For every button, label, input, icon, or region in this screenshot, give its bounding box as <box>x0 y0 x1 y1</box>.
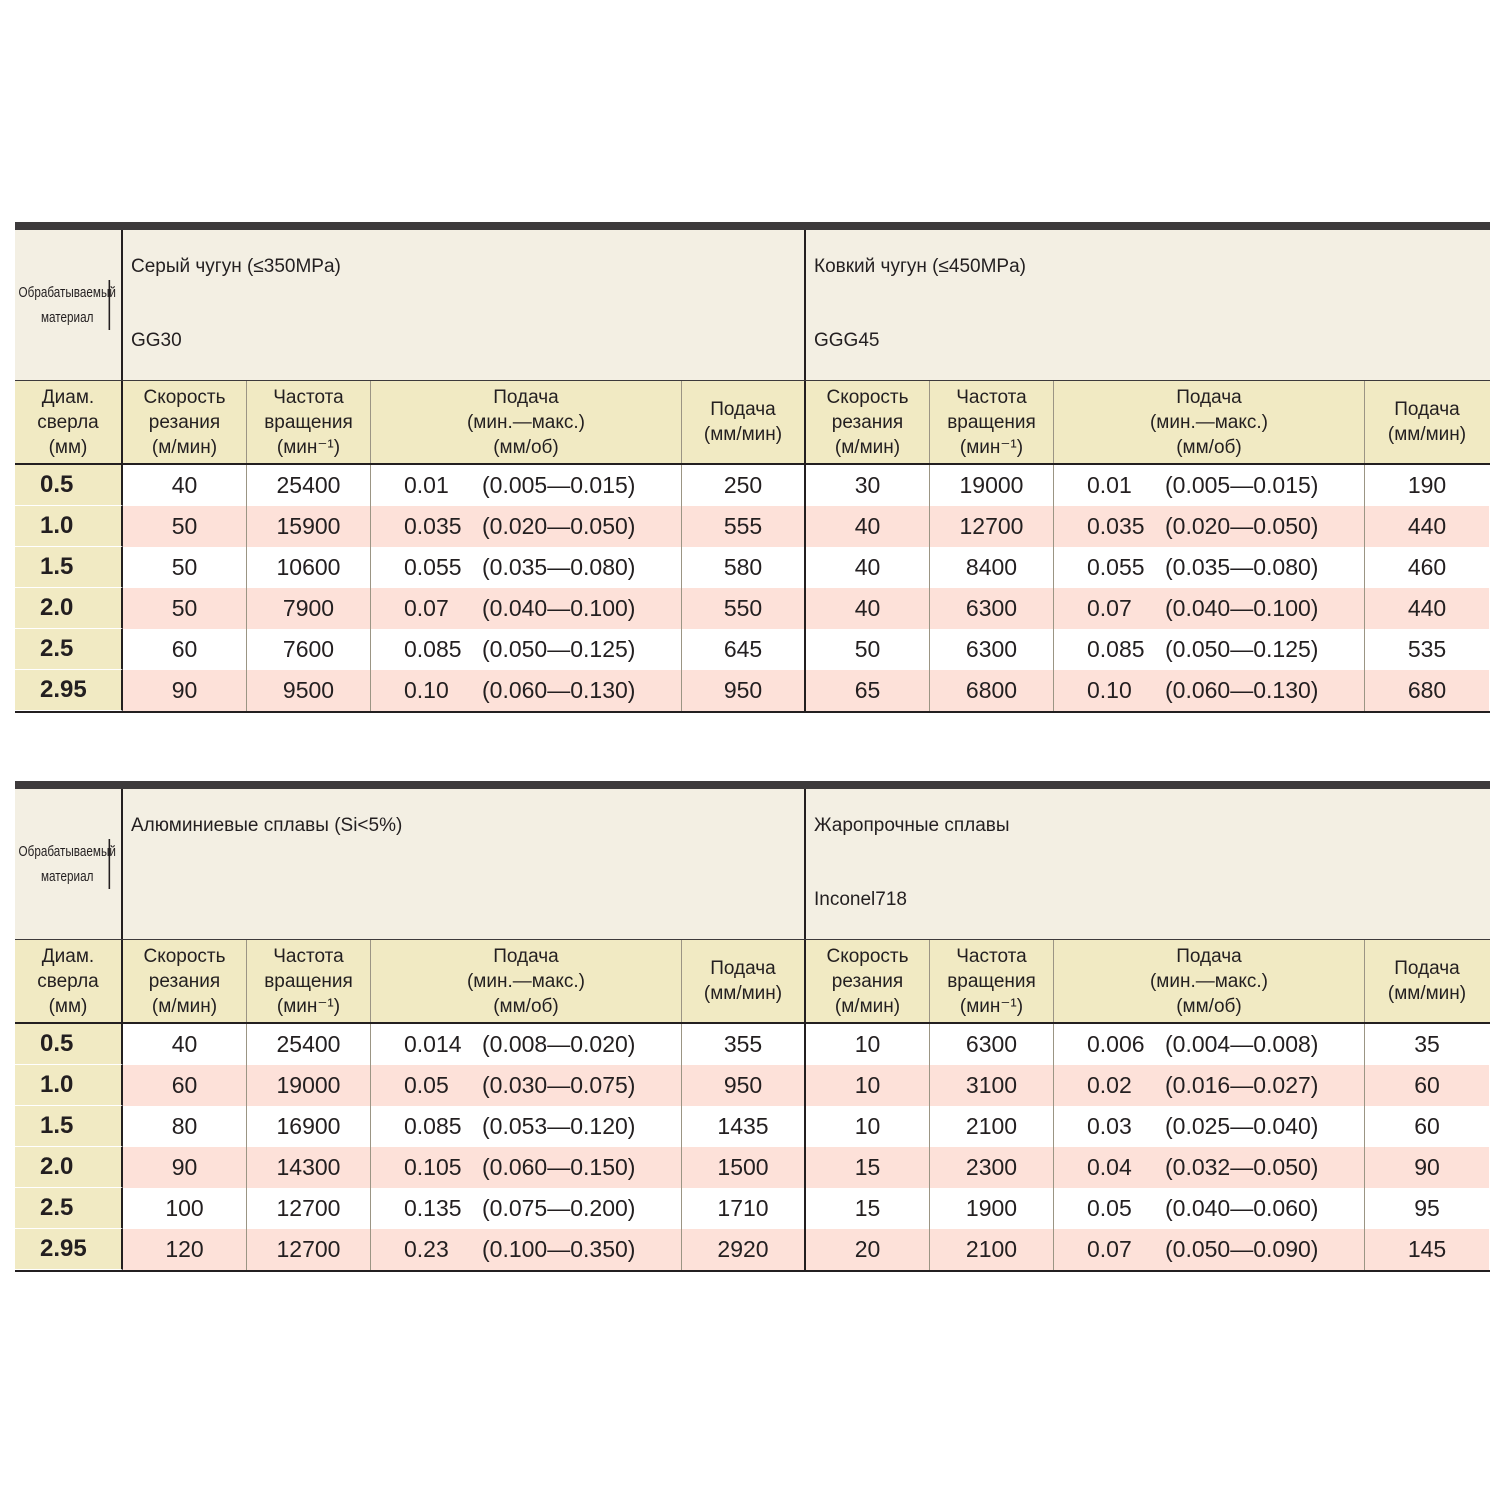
feed-rate-value: 2920 <box>682 1229 806 1270</box>
rotation-speed-value: 19000 <box>930 465 1054 506</box>
cutting-speed-value: 40 <box>123 1024 247 1065</box>
feed-rate-value: 645 <box>682 629 806 670</box>
header-feed-rate-line: (мм/мин) <box>1387 983 1467 1004</box>
header-feed-rate-line: Подача <box>710 958 776 979</box>
rotation-speed-value: 9500 <box>247 670 371 711</box>
feed-rate-value: 90 <box>1365 1147 1489 1188</box>
feed-rate-value: 1435 <box>682 1106 806 1147</box>
material-grade: GGG45 <box>814 330 880 351</box>
feed-per-rev-cell <box>371 670 682 711</box>
feed-per-rev-range: (0.005—0.015) <box>482 472 636 498</box>
feed-rate-value: 95 <box>1414 1195 1440 1221</box>
rotation-speed-value: 6300 <box>930 629 1054 670</box>
cutting-speed-value: 100 <box>123 1188 247 1229</box>
feed-per-rev-cell <box>1054 506 1365 547</box>
feed-per-rev-range: (0.008—0.020) <box>482 1031 636 1057</box>
header-rotation-speed-line: Частота <box>273 945 344 967</box>
cutting-speed-value: 40 <box>123 465 247 506</box>
feed-per-rev-range: (0.016—0.027) <box>1165 1072 1319 1098</box>
feed-per-rev-range: (0.035—0.080) <box>482 554 636 580</box>
feed-per-rev-cell <box>1054 465 1365 506</box>
header-rotation-speed-line: вращения <box>947 411 1036 433</box>
rotation-speed-value: 14300 <box>247 1147 371 1188</box>
header-diameter-line: (мм) <box>48 995 88 1017</box>
feed-rate-value: 550 <box>682 588 806 629</box>
header-cutting-speed <box>123 381 247 463</box>
header-feed-rate-line: (мм/мин) <box>703 983 783 1004</box>
feed-per-rev-cell <box>371 629 682 670</box>
rotation-speed-value: 19000 <box>247 1065 371 1106</box>
header-feed-per-rev-line: (мин.—макс.) <box>466 970 586 992</box>
header-feed-rate-line: Подача <box>1394 958 1460 979</box>
header-cutting-speed-text <box>826 385 908 460</box>
header-feed-per-rev <box>1054 940 1365 1022</box>
header-rotation-speed-line: Частота <box>273 386 344 408</box>
feed-per-rev-cell <box>371 1106 682 1147</box>
header-feed-per-rev-text <box>1150 944 1268 1019</box>
header-rotation-speed <box>930 381 1054 463</box>
feed-per-rev-value: 0.105 <box>404 1154 462 1180</box>
header-feed-rate-line: Подача <box>710 399 776 420</box>
material-row <box>15 789 1490 940</box>
rotation-speed-value: 1900 <box>930 1188 1054 1229</box>
feed-rate-value: 555 <box>682 506 806 547</box>
cutting-speed-value: 120 <box>123 1229 247 1270</box>
feed-per-rev-range: (0.004—0.008) <box>1165 1031 1319 1057</box>
feed-per-rev-range: (0.040—0.060) <box>1165 1195 1319 1221</box>
header-cutting-speed <box>806 381 930 463</box>
material-name: Ковкий чугун (≤450MPa) <box>814 256 1026 277</box>
header-rotation-speed <box>247 940 371 1022</box>
feed-per-rev-cell <box>371 506 682 547</box>
feed-rate-value: 190 <box>1407 472 1447 498</box>
rotation-speed-value: 15900 <box>247 506 371 547</box>
rotation-speed-value: 25400 <box>247 1024 371 1065</box>
cutting-speed-value: 90 <box>123 670 247 711</box>
feed-per-rev-value: 0.10 <box>404 677 449 703</box>
header-feed-per-rev-text <box>1150 385 1268 460</box>
feed-rate-value: 680 <box>1365 670 1489 711</box>
feed-per-rev-cell <box>1054 1024 1365 1065</box>
feed-per-rev-value: 0.035 <box>404 513 462 539</box>
header-rotation-speed-text <box>947 385 1036 460</box>
header-feed-per-rev-line: (мин.—макс.) <box>1149 411 1269 433</box>
rotation-speed-value: 10600 <box>247 547 371 588</box>
drill-diameter: 2.95 <box>15 670 123 711</box>
feed-per-rev-cell <box>1054 1229 1365 1270</box>
rotation-speed-value: 7600 <box>247 629 371 670</box>
header-rotation-speed <box>247 381 371 463</box>
header-rotation-speed-line: Частота <box>956 386 1027 408</box>
cutting-data-table-cast-iron <box>15 222 1490 713</box>
rotation-speed-value: 3100 <box>930 1065 1054 1106</box>
header-cutting-speed-line: Скорость <box>826 945 909 967</box>
feed-per-rev-value: 0.014 <box>404 1031 462 1057</box>
table-row <box>15 1024 1490 1065</box>
header-feed-per-rev-line: (мм/об) <box>493 436 559 458</box>
feed-per-rev-cell <box>371 1024 682 1065</box>
header-rotation-speed <box>930 940 1054 1022</box>
feed-per-rev-value: 0.01 <box>1087 472 1132 498</box>
header-cutting-speed-line: резания <box>148 970 221 992</box>
cutting-speed-value: 20 <box>806 1229 930 1270</box>
header-diameter <box>15 940 123 1022</box>
cutting-speed-value: 10 <box>806 1024 930 1065</box>
header-diameter-text <box>37 944 99 1019</box>
feed-per-rev-cell <box>1054 629 1365 670</box>
header-cutting-speed-line: резания <box>831 970 904 992</box>
material-name: Алюминиевые сплавы (Si<5%) <box>131 815 403 836</box>
table-row <box>15 1188 1490 1229</box>
feed-per-rev-range: (0.100—0.350) <box>482 1236 636 1262</box>
feed-rate-value: 355 <box>682 1024 806 1065</box>
cutting-speed-value: 40 <box>806 588 930 629</box>
header-cutting-speed-line: (м/мин) <box>834 995 901 1017</box>
header-feed-rate <box>682 940 806 1022</box>
feed-per-rev-cell <box>1054 1147 1365 1188</box>
feed-per-rev-value: 0.23 <box>404 1236 449 1262</box>
feed-per-rev-range: (0.050—0.125) <box>482 636 636 662</box>
header-feed-rate-line: Подача <box>1394 399 1460 420</box>
header-feed-per-rev-line: Подача <box>1176 386 1242 408</box>
drill-diameter: 0.5 <box>15 1024 123 1065</box>
feed-per-rev-value: 0.03 <box>1087 1113 1132 1139</box>
header-feed-per-rev-text <box>467 944 585 1019</box>
table-row <box>15 670 1490 711</box>
feed-per-rev-range: (0.020—0.050) <box>1165 513 1319 539</box>
material-label-line: материал <box>41 868 94 885</box>
feed-rate-value: 60 <box>1365 1065 1489 1106</box>
rotation-speed-value: 6800 <box>930 670 1054 711</box>
rotation-speed-value: 12700 <box>930 506 1054 547</box>
feed-rate-value: 60 <box>1414 1113 1440 1139</box>
material-block-right <box>806 230 1490 380</box>
feed-rate-value: 440 <box>1365 506 1489 547</box>
header-feed-per-rev-line: (мм/об) <box>493 995 559 1017</box>
feed-rate-value: 535 <box>1407 636 1447 662</box>
header-cutting-speed-text <box>826 944 908 1019</box>
header-feed-rate <box>1365 381 1489 463</box>
header-cutting-speed <box>806 940 930 1022</box>
feed-rate-value: 1710 <box>682 1188 806 1229</box>
feed-per-rev-value: 0.05 <box>404 1072 449 1098</box>
feed-per-rev-value: 0.035 <box>1087 513 1145 539</box>
table-row <box>15 1106 1490 1147</box>
header-rotation-speed-text <box>264 385 353 460</box>
table-bottom-rule <box>15 1270 1490 1272</box>
feed-per-rev-cell <box>371 1188 682 1229</box>
feed-per-rev-cell <box>1054 670 1365 711</box>
table-row <box>15 588 1490 629</box>
cutting-speed-value: 90 <box>123 1147 247 1188</box>
feed-per-rev-cell <box>1054 1188 1365 1229</box>
header-feed-rate-text <box>1388 397 1466 447</box>
material-row <box>15 230 1490 381</box>
header-cutting-speed-line: (м/мин) <box>151 995 218 1017</box>
header-feed-rate <box>682 381 806 463</box>
feed-rate-value: 950 <box>682 1065 806 1106</box>
cutting-speed-value: 80 <box>123 1106 247 1147</box>
table-top-rule <box>15 781 1490 789</box>
cutting-speed-value: 15 <box>806 1188 930 1229</box>
header-cutting-speed-line: Скорость <box>143 386 226 408</box>
drill-diameter: 1.0 <box>15 1065 123 1106</box>
cutting-speed-value: 40 <box>806 547 930 588</box>
feed-per-rev-cell <box>371 588 682 629</box>
drill-diameter: 2.5 <box>15 629 123 670</box>
feed-rate-value: 250 <box>682 465 806 506</box>
feed-per-rev-value: 0.085 <box>1087 636 1145 662</box>
feed-per-rev-value: 0.04 <box>1087 1154 1132 1180</box>
rotation-speed-value: 7900 <box>247 588 371 629</box>
feed-per-rev-range: (0.020—0.050) <box>482 513 636 539</box>
header-feed-rate-text <box>1388 956 1466 1006</box>
cutting-speed-value: 15 <box>806 1147 930 1188</box>
column-header-row <box>15 381 1490 465</box>
feed-per-rev-value: 0.055 <box>404 554 462 580</box>
feed-per-rev-range: (0.040—0.100) <box>1165 595 1319 621</box>
table-row <box>15 547 1490 588</box>
cutting-speed-value: 40 <box>806 506 930 547</box>
rotation-speed-value: 2100 <box>930 1106 1054 1147</box>
rotation-speed-value: 8400 <box>930 547 1054 588</box>
feed-per-rev-range: (0.035—0.080) <box>1165 554 1319 580</box>
header-feed-rate-text <box>704 397 782 447</box>
rotation-speed-value: 25400 <box>247 465 371 506</box>
header-rotation-speed-line: вращения <box>264 411 353 433</box>
header-diameter <box>15 381 123 463</box>
header-feed-per-rev-line: Подача <box>493 386 559 408</box>
feed-per-rev-value: 0.085 <box>404 636 462 662</box>
table-row <box>15 1065 1490 1106</box>
feed-per-rev-range: (0.050—0.090) <box>1165 1236 1319 1262</box>
cutting-speed-value: 50 <box>806 629 930 670</box>
feed-rate-value: 35 <box>1414 1031 1440 1057</box>
material-label-line: Обрабатываемый <box>18 843 116 860</box>
drill-diameter: 0.5 <box>15 465 123 506</box>
table-row <box>15 629 1490 670</box>
feed-per-rev-range: (0.050—0.125) <box>1165 636 1319 662</box>
header-rotation-speed-line: (мин⁻¹) <box>276 995 341 1017</box>
header-feed-per-rev-line: (мин.—макс.) <box>1149 970 1269 992</box>
material-label <box>18 280 116 330</box>
header-rotation-speed-text <box>947 944 1036 1019</box>
cutting-speed-value: 50 <box>123 588 247 629</box>
cutting-speed-value: 65 <box>806 670 930 711</box>
header-feed-per-rev-line: (мм/об) <box>1176 436 1242 458</box>
feed-per-rev-cell <box>1054 1065 1365 1106</box>
feed-per-rev-value: 0.07 <box>1087 1236 1132 1262</box>
header-cutting-speed-line: (м/мин) <box>834 436 901 458</box>
drill-diameter: 2.95 <box>15 1229 123 1270</box>
header-cutting-speed-line: резания <box>148 411 221 433</box>
material-name: Жаропрочные сплавы <box>814 815 1010 836</box>
header-feed-rate <box>1365 940 1489 1022</box>
feed-per-rev-range: (0.075—0.200) <box>482 1195 636 1221</box>
feed-per-rev-cell <box>1054 547 1365 588</box>
drill-diameter: 2.0 <box>15 588 123 629</box>
feed-per-rev-value: 0.135 <box>404 1195 462 1221</box>
header-feed-per-rev-line: (мм/об) <box>1176 995 1242 1017</box>
feed-per-rev-range: (0.032—0.050) <box>1165 1154 1319 1180</box>
feed-per-rev-cell <box>371 1065 682 1106</box>
material-label-cell <box>15 230 123 380</box>
header-cutting-speed <box>123 940 247 1022</box>
header-feed-rate-line: (мм/мин) <box>1387 424 1467 445</box>
header-rotation-speed-line: Частота <box>956 945 1027 967</box>
feed-per-rev-range: (0.040—0.100) <box>482 595 636 621</box>
header-feed-rate-line: (мм/мин) <box>703 424 783 445</box>
material-name: Серый чугун (≤350MPa) <box>131 256 341 277</box>
feed-per-rev-cell <box>371 1229 682 1270</box>
feed-per-rev-value: 0.01 <box>404 472 449 498</box>
header-rotation-speed-line: (мин⁻¹) <box>276 436 341 458</box>
material-label <box>18 839 116 889</box>
feed-rate-value: 950 <box>682 670 806 711</box>
header-cutting-speed-text <box>143 944 225 1019</box>
header-feed-per-rev-line: (мин.—макс.) <box>466 411 586 433</box>
feed-rate-value: 580 <box>682 547 806 588</box>
feed-per-rev-range: (0.005—0.015) <box>1165 472 1319 498</box>
rotation-speed-value: 12700 <box>247 1188 371 1229</box>
feed-per-rev-cell <box>1054 1106 1365 1147</box>
feed-per-rev-range: (0.060—0.150) <box>482 1154 636 1180</box>
feed-per-rev-cell <box>371 1147 682 1188</box>
rotation-speed-value: 6300 <box>930 1024 1054 1065</box>
feed-per-rev-range: (0.053—0.120) <box>482 1113 636 1139</box>
header-diameter-line: сверла <box>37 411 99 433</box>
cutting-speed-value: 10 <box>806 1065 930 1106</box>
rotation-speed-value: 6300 <box>930 588 1054 629</box>
cutting-speed-value: 60 <box>123 629 247 670</box>
header-rotation-speed-line: (мин⁻¹) <box>959 995 1024 1017</box>
header-rotation-speed-line: вращения <box>947 970 1036 992</box>
table-row <box>15 1229 1490 1270</box>
table-bottom-rule <box>15 711 1490 713</box>
cutting-speed-value: 50 <box>123 547 247 588</box>
material-label-line: Обрабатываемый <box>18 284 116 301</box>
header-rotation-speed-line: вращения <box>264 970 353 992</box>
feed-rate-value: 440 <box>1365 588 1489 629</box>
header-cutting-speed-line: Скорость <box>143 945 226 967</box>
rotation-speed-value: 2300 <box>930 1147 1054 1188</box>
feed-per-rev-range: (0.030—0.075) <box>482 1072 636 1098</box>
header-feed-per-rev <box>371 940 682 1022</box>
material-block-right <box>806 789 1490 939</box>
header-feed-rate-text <box>704 956 782 1006</box>
cutting-speed-value: 10 <box>806 1106 930 1147</box>
material-grade: GG30 <box>131 330 182 351</box>
header-rotation-speed-line: (мин⁻¹) <box>959 436 1024 458</box>
feed-rate-value: 460 <box>1407 554 1447 580</box>
drill-diameter: 2.5 <box>15 1188 123 1229</box>
material-grade: Inconel718 <box>814 889 907 910</box>
table-row <box>15 1147 1490 1188</box>
cutting-data-table-alloys <box>15 781 1490 1272</box>
column-header-row <box>15 940 1490 1024</box>
header-cutting-speed-line: (м/мин) <box>151 436 218 458</box>
rotation-speed-value: 2100 <box>930 1229 1054 1270</box>
feed-per-rev-value: 0.055 <box>1087 554 1145 580</box>
header-diameter-line: (мм) <box>48 436 88 458</box>
header-rotation-speed-text <box>264 944 353 1019</box>
drill-diameter: 1.0 <box>15 506 123 547</box>
header-feed-per-rev <box>1054 381 1365 463</box>
feed-per-rev-cell <box>371 465 682 506</box>
header-feed-per-rev <box>371 381 682 463</box>
drill-diameter: 2.0 <box>15 1147 123 1188</box>
feed-per-rev-value: 0.085 <box>404 1113 462 1139</box>
drill-diameter: 1.5 <box>15 1106 123 1147</box>
table-top-rule <box>15 222 1490 230</box>
cutting-speed-value: 60 <box>123 1065 247 1106</box>
header-cutting-speed-line: резания <box>831 411 904 433</box>
table-row <box>15 465 1490 506</box>
cutting-speed-value: 30 <box>806 465 930 506</box>
rotation-speed-value: 16900 <box>247 1106 371 1147</box>
feed-per-rev-range: (0.060—0.130) <box>1165 677 1319 703</box>
header-diameter-text <box>37 385 99 460</box>
material-label-line: материал <box>41 309 94 326</box>
material-block-left <box>123 789 806 939</box>
feed-per-rev-cell <box>371 547 682 588</box>
feed-per-rev-value: 0.07 <box>1087 595 1132 621</box>
feed-rate-value: 145 <box>1365 1229 1489 1270</box>
feed-per-rev-range: (0.060—0.130) <box>482 677 636 703</box>
cutting-speed-value: 50 <box>123 506 247 547</box>
table-row <box>15 506 1490 547</box>
feed-per-rev-value: 0.05 <box>1087 1195 1132 1221</box>
rotation-speed-value: 12700 <box>247 1229 371 1270</box>
header-diameter-line: Диам. <box>41 386 95 408</box>
feed-per-rev-value: 0.10 <box>1087 677 1132 703</box>
header-feed-per-rev-text <box>467 385 585 460</box>
material-label-cell <box>15 789 123 939</box>
header-diameter-line: Диам. <box>41 945 95 967</box>
header-cutting-speed-text <box>143 385 225 460</box>
feed-rate-value: 1500 <box>682 1147 806 1188</box>
material-block-left <box>123 230 806 380</box>
feed-per-rev-value: 0.07 <box>404 595 449 621</box>
header-diameter-line: сверла <box>37 970 99 992</box>
feed-per-rev-value: 0.02 <box>1087 1072 1132 1098</box>
feed-per-rev-cell <box>1054 588 1365 629</box>
feed-per-rev-range: (0.025—0.040) <box>1165 1113 1319 1139</box>
header-feed-per-rev-line: Подача <box>1176 945 1242 967</box>
feed-per-rev-value: 0.006 <box>1087 1031 1145 1057</box>
header-cutting-speed-line: Скорость <box>826 386 909 408</box>
header-feed-per-rev-line: Подача <box>493 945 559 967</box>
drill-diameter: 1.5 <box>15 547 123 588</box>
